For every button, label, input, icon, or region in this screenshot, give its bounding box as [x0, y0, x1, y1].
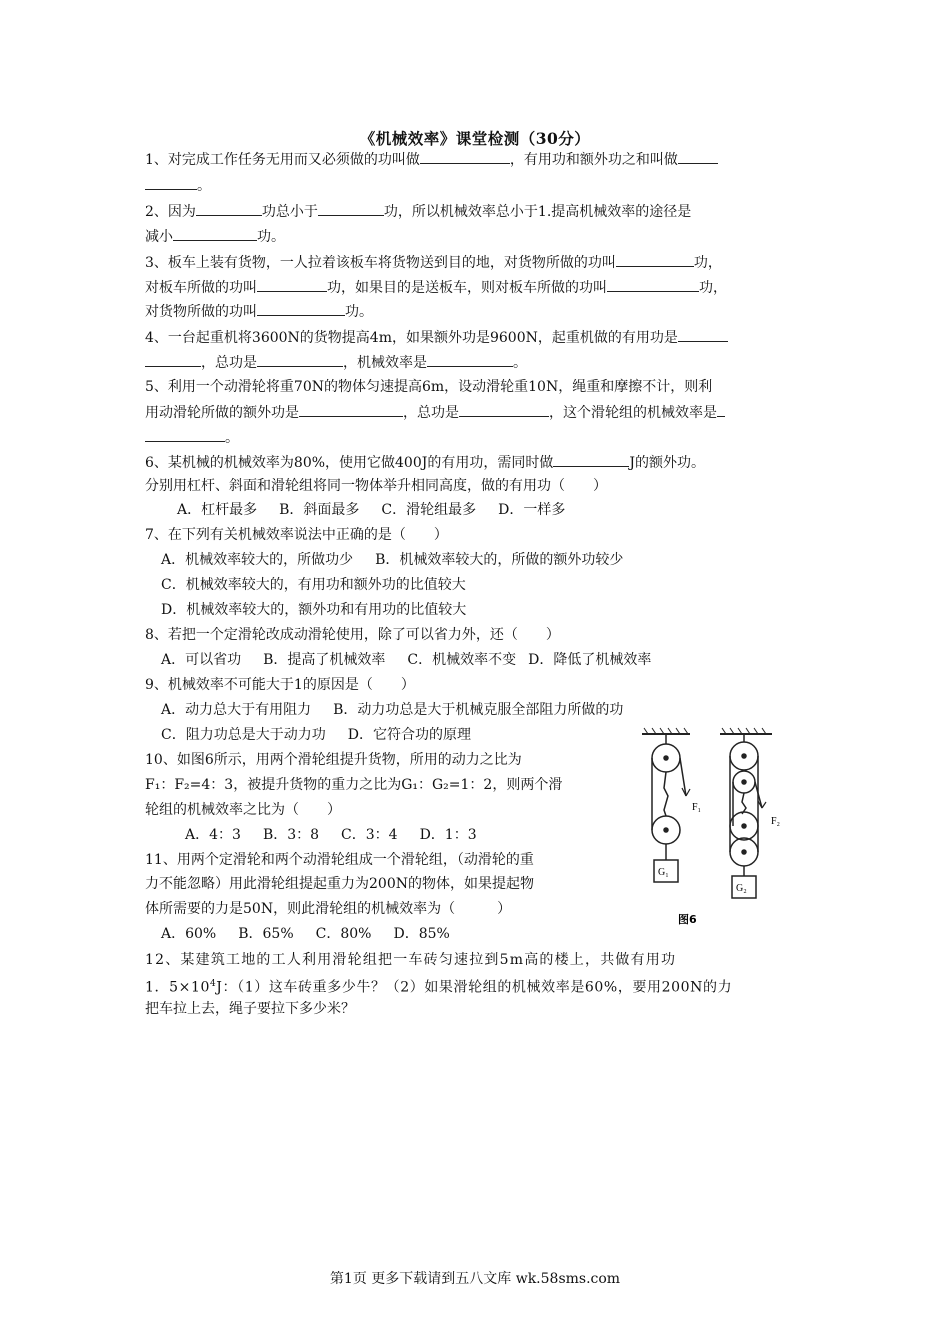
question-6b-options	[177, 500, 565, 520]
answer-blank[interactable]	[607, 277, 699, 292]
answer-blank[interactable]	[616, 252, 694, 267]
question-9-stem: 9、机械效率不可能大于1的原因是（ ）	[145, 677, 415, 693]
question-4: 4、一台起重机将3600N的货物提高4m，如果额外功是9600N，起重机做的有用功是	[145, 327, 728, 348]
option-d[interactable]: D．一样多	[498, 502, 566, 518]
page-title: 《机械效率》课堂检测（30分）	[359, 129, 591, 148]
question-2-cont: 减小 功。	[145, 226, 285, 247]
question-12-cont2: 把车拉上去，绳子要拉下多少米？	[145, 1001, 355, 1017]
question-9-options-cd	[161, 725, 471, 745]
option-b[interactable]: B．3：8	[262, 827, 320, 843]
question-3-cont: 对板车所做的功叫 功，如果目的是送板车，则对板车所做的功叫 功，	[145, 277, 727, 298]
figure-caption: 图6	[678, 913, 697, 926]
question-3-cont2: 对货物所做的功叫 功。	[145, 301, 373, 322]
option-c[interactable]: C．机械效率较大的，有用功和额外功的比值较大	[161, 577, 466, 593]
option-c[interactable]: C．机械效率不变	[407, 652, 517, 668]
answer-blank[interactable]	[173, 226, 257, 241]
answer-blank[interactable]	[145, 175, 197, 190]
answer-blank[interactable]	[553, 452, 629, 467]
question-11-cont2: 体所需要的力是50N，则此滑轮组的机械效率为（ ）	[145, 901, 512, 917]
question-10-cont2: 轮组的机械效率之比为（ ）	[145, 802, 341, 818]
weight-label-g2: G₂	[736, 883, 747, 894]
option-a[interactable]: A．可以省功	[161, 652, 242, 668]
answer-blank[interactable]	[145, 352, 201, 367]
answer-blank[interactable]	[196, 201, 262, 216]
force-label-f1: F₁	[692, 802, 702, 813]
answer-blank[interactable]	[145, 427, 225, 442]
option-a[interactable]: A．机械效率较大的，所做功少	[161, 552, 354, 568]
question-10-options	[185, 825, 477, 845]
option-d[interactable]: D．85%	[393, 926, 450, 942]
question-11-cont: 力不能忽略）用此滑轮组提起重力为200N的物体，如果提起物	[145, 876, 534, 892]
answer-blank[interactable]	[420, 149, 510, 164]
answer-blank[interactable]	[318, 201, 384, 216]
option-a[interactable]: A．杠杆最多	[177, 502, 258, 518]
answer-blank[interactable]	[717, 402, 725, 417]
option-c[interactable]: C．3：4	[341, 827, 398, 843]
weight-label-g1: G₁	[658, 867, 669, 878]
question-2: 2、因为 功总小于 功，所以机械效率总小于1.提高机械效率的途径是	[145, 201, 691, 222]
question-5-cont: 用动滑轮所做的额外功是 ，总功是 ，这个滑轮组的机械效率是	[145, 402, 725, 423]
option-d[interactable]: D．机械效率较大的，额外功和有用功的比值较大	[161, 602, 467, 618]
answer-blank[interactable]	[257, 352, 343, 367]
question-7-options-ab	[161, 550, 623, 570]
answer-blank[interactable]	[299, 402, 403, 417]
pulley-diagram	[634, 726, 796, 936]
option-a[interactable]: A．4：3	[185, 827, 241, 843]
answer-blank[interactable]	[257, 301, 345, 316]
question-11: 11、用两个定滑轮和两个动滑轮组成一个滑轮组，（动滑轮的重	[145, 852, 534, 868]
question-1: 1、对完成工作任务无用而又必须做的功叫做 ，有用功和额外功之和叫做	[145, 149, 718, 170]
option-a[interactable]: A．60%	[161, 926, 217, 942]
option-c[interactable]: C．80%	[315, 926, 372, 942]
page-footer: 第1页 更多下载请到五八文库 wk.58sms.com	[329, 1271, 621, 1287]
option-b[interactable]: B．动力功总是大于机械克服全部阻力所做的功	[333, 702, 624, 718]
answer-blank[interactable]	[257, 277, 327, 292]
answer-blank[interactable]	[678, 149, 718, 164]
option-b[interactable]: B．65%	[238, 926, 294, 942]
pulley-system-1	[652, 734, 686, 882]
answer-blank[interactable]	[427, 352, 513, 367]
option-d[interactable]: D．降低了机械效率	[528, 652, 652, 668]
question-10-cont: F₁：F₂=4：3，被提升货物的重力之比为G₁：G₂=1：2，则两个滑	[145, 777, 563, 793]
question-4-cont: ，总功是 ，机械效率是 。	[145, 352, 527, 373]
question-5-cont2: 。	[145, 427, 239, 448]
option-d[interactable]: D．它符合功的原理	[347, 727, 471, 743]
option-a[interactable]: A．动力总大于有用阻力	[161, 702, 312, 718]
question-11-options	[161, 924, 450, 944]
question-1-cont: 。	[145, 175, 211, 196]
question-12-cont: 1．$5\times 10^4J$：（1）这车砖重多少牛？（2）如果滑轮组的机械效率是60%，要用200N的力	[145, 979, 733, 996]
question-9-options-ab	[161, 700, 623, 720]
answer-blank[interactable]	[459, 402, 549, 417]
option-c[interactable]: C．阻力功总是大于动力功	[161, 727, 326, 743]
force-label-f2: F₂	[771, 816, 781, 827]
question-6: 6、某机械的机械效率为80%，使用它做400J的有用功，需同时做 J的额外功。	[145, 452, 705, 473]
question-6b-stem: 分别用杠杆、斜面和滑轮组将同一物体举升相同高度，做的有用功（ ）	[145, 478, 607, 494]
option-b[interactable]: B．机械效率较大的，所做的额外功较少	[375, 552, 624, 568]
question-3: 3、板车上装有货物，一人拉着该板车将货物送到目的地，对货物所做的功叫 功，	[145, 252, 722, 273]
answer-blank[interactable]	[678, 327, 728, 342]
question-5: 5、利用一个动滑轮将重70N的物体匀速提高6m，设动滑轮重10N，绳重和摩擦不计，则利	[145, 379, 713, 395]
question-10: 10、如图6所示，用两个滑轮组提升货物，所用的动力之比为	[145, 752, 522, 768]
option-d[interactable]: D．1：3	[419, 827, 477, 843]
question-8-stem: 8、若把一个定滑轮改成动滑轮使用，除了可以省力外，还（ ）	[145, 627, 560, 643]
option-b[interactable]: B．斜面最多	[279, 502, 360, 518]
option-c[interactable]: C．滑轮组最多	[381, 502, 477, 518]
question-7-stem: 7、在下列有关机械效率说法中正确的是（ ）	[145, 527, 448, 543]
question-12: 12、某建筑工地的工人利用滑轮组把一车砖匀速拉到5m高的楼上，共做有用功	[145, 952, 677, 968]
pulley-system-2	[730, 734, 762, 898]
option-b[interactable]: B．提高了机械效率	[263, 652, 386, 668]
question-8-options	[161, 650, 651, 670]
